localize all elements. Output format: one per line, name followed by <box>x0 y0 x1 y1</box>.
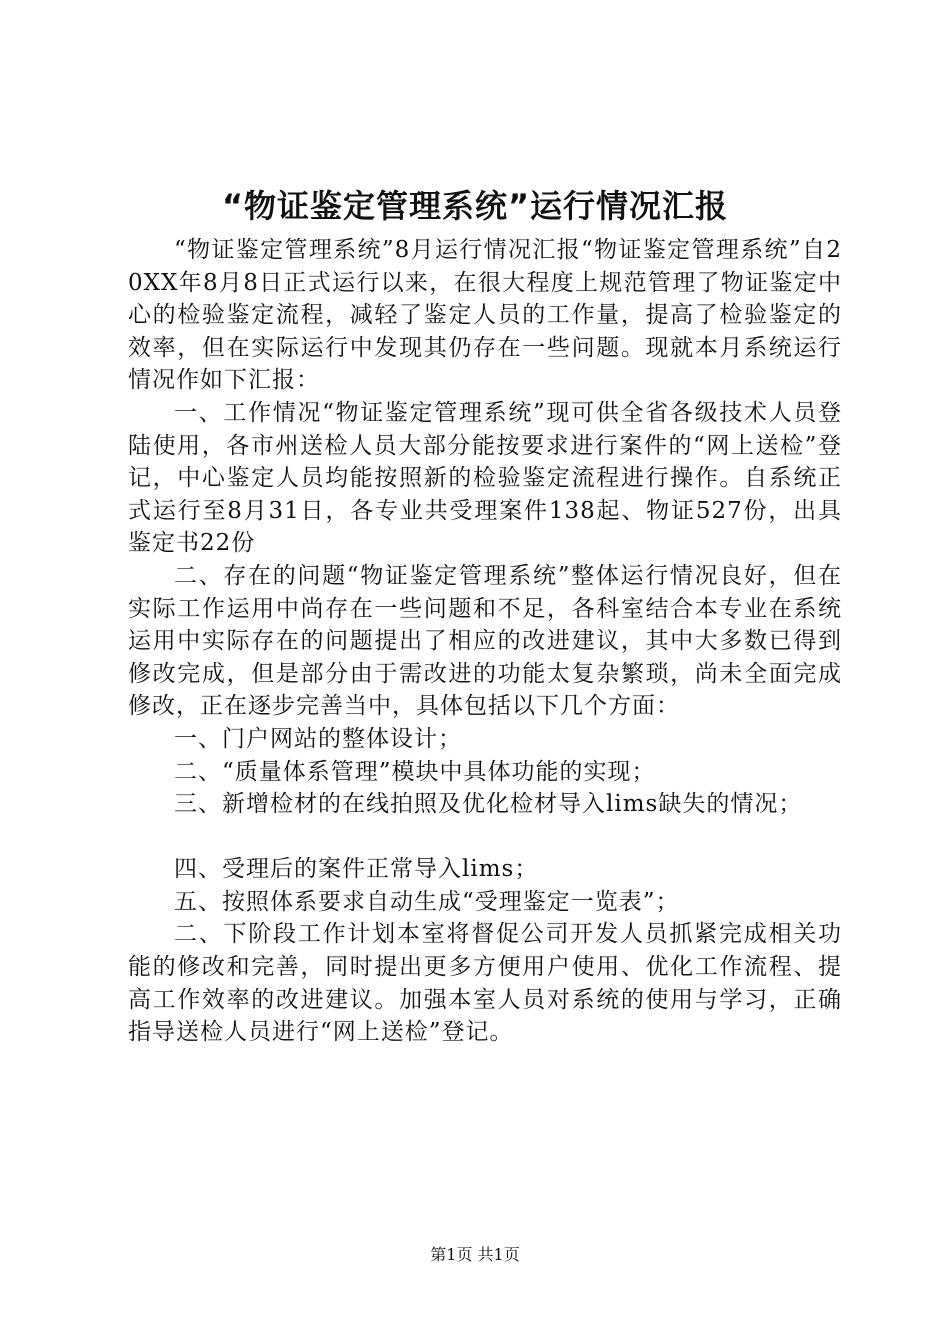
issues-paragraph: 二、存在的问题“物证鉴定管理系统”整体运行情况良好，但在实际工作运用中尚存在一些问题和不足，各科室结合本专业在系统运用中实际存在的问题提出了相应的改进建议，其中大多数已得到修改完成，但是部分由于需改进的功能太复杂繁琐，尚未全面完成修改，正在逐步完善当中，具体包括以下几个方面： <box>128 562 842 720</box>
next-plan-paragraph: 二、下阶段工作计划本室将督促公司开发人员抓紧完成相关功能的修改和完善，同时提出更多方便用户使用、优化工作流程、提高工作效率的改进建议。加强本室人员对系统的使用与学习，正确指导送检人员进行“网上送检”登记。 <box>128 921 842 1046</box>
issue-item-1: 一、门户网站的整体设计； <box>174 725 462 752</box>
issue-item-5: 五、按照体系要求自动生成“受理鉴定一览表”； <box>174 888 680 915</box>
intro-paragraph: “物证鉴定管理系统”8月运行情况汇报“物证鉴定管理系统”自20XX年8月8日正式运行以来，在很大程度上规范管理了物证鉴定中心的检验鉴定流程，减轻了鉴定人员的工作量，提高了检验鉴定的效率，但在实际运行中发现其仍存在一些问题。现就本月系统运行情况作如下汇报： <box>128 237 842 394</box>
issue-item-3: 三、新增检材的在线拍照及优化检材导入lims缺失的情况； <box>174 791 803 818</box>
page-footer: 第1页 共1页 <box>430 1245 520 1264</box>
issue-item-2: 二、“质量体系管理”模块中具体功能的实现； <box>174 758 656 785</box>
document-body <box>128 234 842 1049</box>
issue-item-4: 四、受理后的案件正常导入lims； <box>174 856 539 883</box>
work-status-paragraph: 一、工作情况“物证鉴定管理系统”现可供全省各级技术人员登陆使用，各市州送检人员大部分能按要求进行案件的“网上送检”登记，中心鉴定人员均能按照新的检验鉴定流程进行操作。自系统正式运行至8月31日，各专业共受理案件138起、物证527份，出具鉴定书22份 <box>128 399 842 557</box>
document-title: “物证鉴定管理系统”运行情况汇报 <box>221 187 729 225</box>
